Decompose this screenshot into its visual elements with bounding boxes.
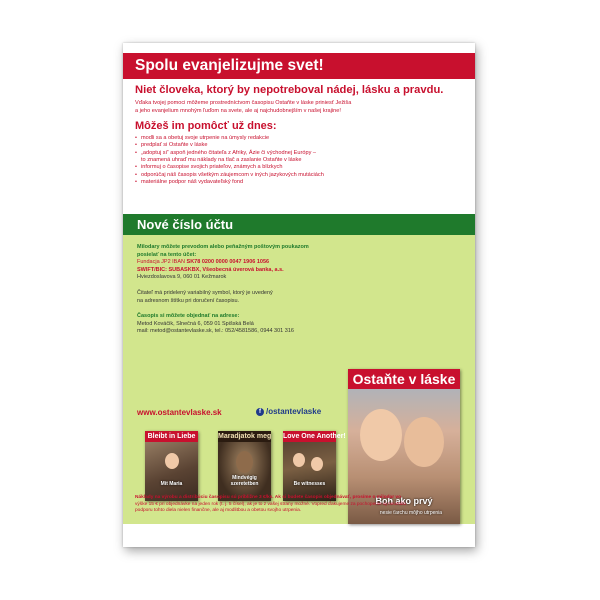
list-item: • informuj o časopise svojich priateľov, známych a blízkych (135, 164, 465, 171)
website-link[interactable]: www.ostantevlaske.sk (137, 408, 222, 417)
cover-title: Bleibt in Liebe (145, 431, 198, 442)
cover-caption: Mit Maria (160, 481, 183, 487)
cover-caption: Boh ako prvý (375, 496, 433, 506)
cover-caption: Be witnesses (293, 481, 326, 487)
order-contact: mail: metod@ostantevlaske.sk, tel.: 052/4581586, 0944 301 316 (137, 328, 294, 335)
cover-face (311, 457, 323, 471)
list-item: • predplať si Ostaňte v láske (135, 142, 465, 149)
facebook-link[interactable] (256, 407, 321, 416)
intro-line-1: Vďaka tvojej pomoci môžeme prostredníctvom časopisu Ostaňte v láske priniesť Ježiša (135, 100, 352, 106)
iban-line: Fundacja JP2 IBAN SK78 0200 0000 0047 1906 1056 (137, 259, 270, 266)
order-title: Časopis si môžete objednať na adrese: (137, 313, 240, 320)
swift-line: SWIFT/BIC: SUBASKBX, Všeobecná úverová banka, a.s. (137, 266, 284, 273)
variable-symbol-note: Čitateľ má pridelený variabilný symbol, ktorý je uvedený na adresnom štítku pri doručení časopisu. (137, 289, 273, 304)
appeal-headline: Niet človeka, ktorý by nepotreboval nádej, lásku a pravdu. (135, 84, 444, 96)
donors-text: Milodary môžete prevodom alebo peňažným poštovým poukazom posielať na tento účet: (137, 244, 309, 258)
magazine-cover-english (283, 431, 346, 501)
magazine-cover-german (145, 431, 198, 501)
facebook-handle: /ostantevlaske (266, 407, 322, 416)
cover-title: Ostaňte v láske (348, 369, 460, 389)
cover-face (404, 417, 444, 467)
account-title: Nové číslo účtu (123, 214, 475, 235)
appeal-intro (135, 100, 465, 115)
appeal-section (135, 83, 465, 186)
magazine-cover-hungarian (218, 431, 271, 501)
help-subheadline: Môžeš im pomôcť už dnes: (135, 120, 277, 133)
cost-note: Náklady na výrobu a distribúciu časopisu sú približne 3 €/ks. Ak si budete časopis objednávať, prosíme o milodar vo výške 15 € pri objednávke na jeden rok (t. j. 5 čísel), ak je to z vašej strany možné. Vopred ďakujeme za pochopenie aj neustálu podporu tohto diela nielen finančne, ale aj modlitbou a obetou svojho utrpenia. (135, 495, 407, 514)
list-item: • materiálne podpor náš vydavateľský fond (135, 179, 465, 186)
cover-face (293, 453, 305, 467)
cover-title: Maradjatok meg (218, 433, 272, 440)
cover-face (236, 451, 253, 473)
help-list (135, 135, 465, 186)
facebook-icon: f (256, 408, 264, 416)
account-section (123, 214, 475, 524)
cover-subcaption: nesie ťarchu môjho utrpenia (379, 510, 443, 516)
order-address: Metod Kováčik, Slnečná 6, 059 01 Spišská Belá (137, 320, 254, 327)
list-item: • modli sa a obetuj svoje utrpenie na úmysly redakcie (135, 135, 465, 142)
cover-face (165, 453, 179, 469)
list-item: • „adoptuj si“ aspoň jedného čitateľa z Afriky, Ázie či východnej Európy – to znamená uhraď mu náklady na tlač a zaslanie Ostaňte v láske (135, 150, 465, 165)
cover-face (360, 409, 402, 461)
cover-caption: Mindvégig szeretetben (230, 475, 259, 487)
list-item: • odporúčaj náš časopis všetkým záujemcom v iných jazykových mutáciách (135, 172, 465, 179)
page-title: Spolu evanjelizujme svet! (123, 53, 475, 79)
cover-title: Love One Another! (283, 433, 346, 440)
flyer-page (123, 43, 475, 547)
bank-address: Hviezdoslavova 9, 060 01 Kežmarok (137, 274, 227, 281)
intro-line-2: a jeho evanjelium mnohým ľuďom na svete, ale aj najchudobnejším v našej krajine! (135, 107, 341, 114)
account-details (137, 244, 357, 336)
